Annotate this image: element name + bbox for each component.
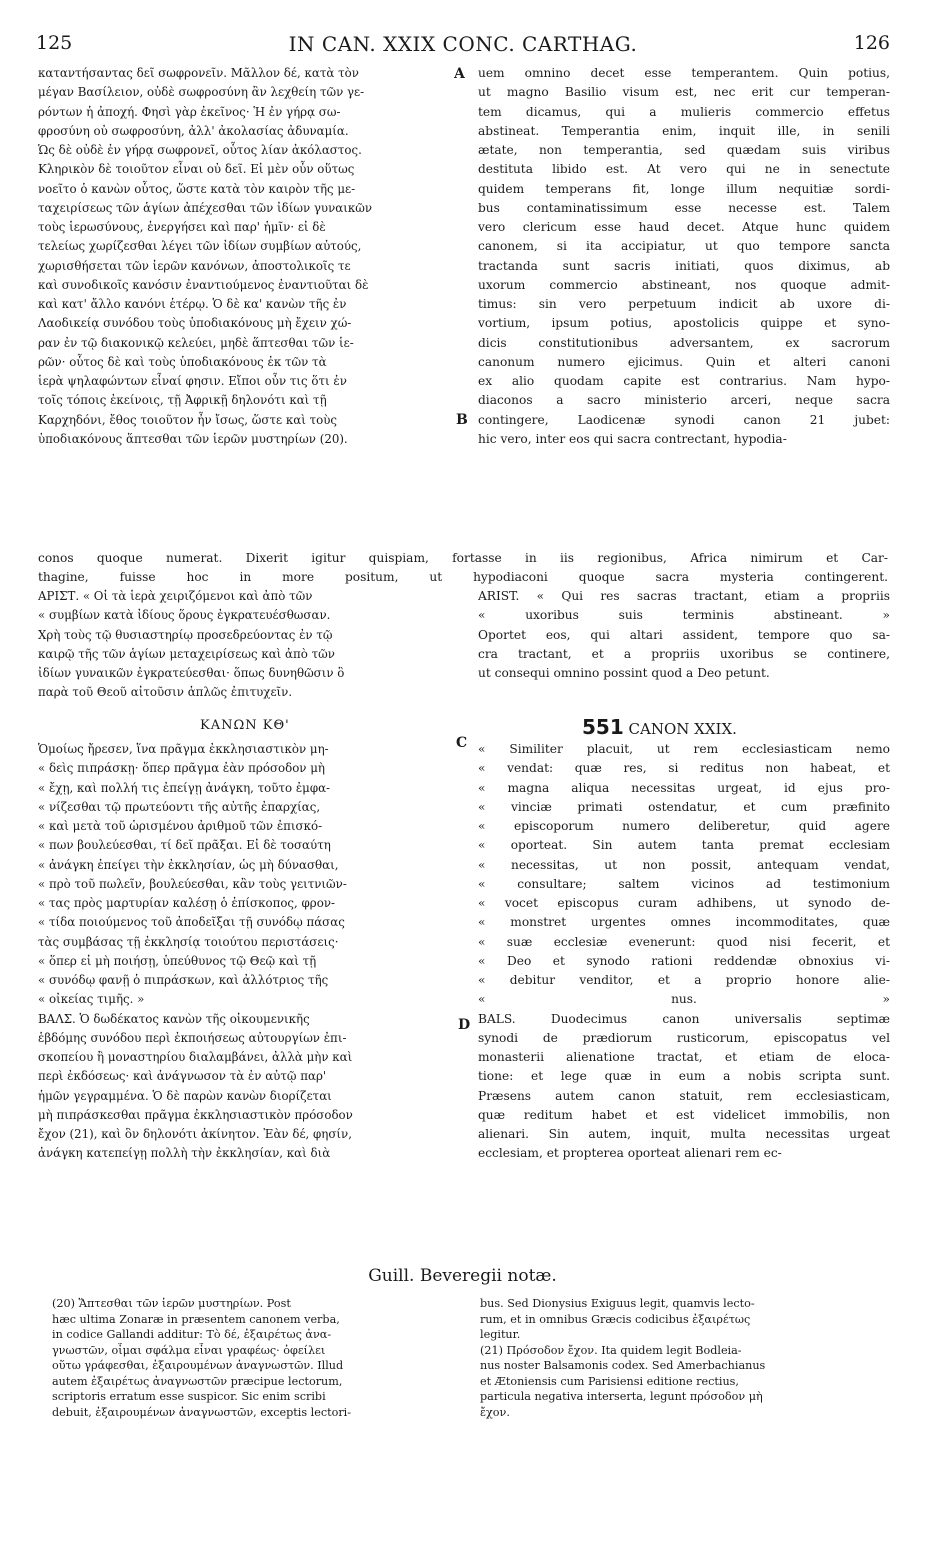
greek-text-line: καὶ συνοδικοῖς κανόσιν ἐναντιούμενος ἐναντιοῦται δὲ — [38, 277, 369, 292]
latin-text-line: vortium, ipsum potius, apostolicis quippe et syno- — [478, 316, 890, 331]
note-line: nus noster Balsamonis codex. Sed Amerbachianus — [480, 1359, 766, 1372]
note-line: γνωστῶν, οἶμαι σφάλμα εἶναι γραφέως· ὀφείλει — [52, 1343, 326, 1357]
latin-text-line: quidem temperans fit, longe illum nequitiæ sordi- — [478, 181, 890, 196]
latin-text-line: cra tractant, et a propriis uxoribus se continere, — [478, 646, 890, 661]
greek-text-line: Λαοδικείᾳ συνόδου τοὺς ὑποδιακόνους μὴ ἔχειν χώ- — [38, 316, 352, 331]
latin-text-line: uem omnino decet esse temperantem. Quin potius, — [478, 66, 890, 80]
latin-text-line: ut consequi omnino possint quod a Deo petunt. — [478, 666, 770, 680]
latin-text-line: conos quoque numerat. Dixerit igitur quispiam, fortasse in iis regionibus, Africa nimirum et Car- — [38, 551, 888, 565]
latin-text-line: dicis constitutionibus adversantem, ex sacrorum — [478, 335, 890, 350]
notes-left-column — [52, 1296, 462, 1420]
latin-text-line: tractanda sunt sacris initiati, quos diximus, ab — [478, 258, 890, 273]
note-line: debuit, ἐξαιρουμένων ἀναγνωστῶν, exceptis lectori- — [52, 1405, 352, 1419]
greek-text-line: περὶ ἐκδόσεως· καὶ ἀνάγνωσον τὰ ἐν αὐτῷ παρ' — [38, 1069, 327, 1084]
note-line: rum, et in omnibus Græcis codicibus ἐξαιρέτως — [480, 1312, 751, 1326]
margin-marker-c: C — [456, 735, 468, 751]
latin-text-line: « vocet episcopus curam adhibens, ut synodo de- — [478, 896, 890, 910]
greek-text-line: Χρὴ τοὺς τῷ θυσιαστηρίῳ προσεδρεύοντας ἐν τῷ — [38, 627, 333, 642]
greek-text-line: « πων βουλεύεσθαι, τί δεῖ πρᾶξαι. Εἰ δὲ τοσαύτη — [38, 838, 331, 853]
greek-text-line: ἔχον (21), καὶ ὃν δηλονότι ἀκίνητον. Ἐὰν δέ, φησίν, — [38, 1127, 352, 1141]
greek-text-line: νοεῖτο ὁ κανὼν οὗτος, ὥστε κατὰ τὸν καιρὸν τῆς με- — [38, 181, 356, 196]
latin-text-line: « oporteat. Sin autem tanta premat ecclesiam — [478, 838, 890, 853]
latin-text-line: ut magno Basilio visum est, nec erit cur temperan- — [478, 85, 890, 100]
greek-text-line: Ὁμοίως ἤρεσεν, ἵνα πρᾶγμα ἐκκλησιαστικὸν μη- — [38, 742, 329, 756]
latin-text-line: diaconos a sacro ministerio arceri, neque sacra — [478, 393, 890, 408]
greek-text-line: ρόντων ἡ ἀποχή. Φησὶ γὰρ ἐκεῖνος· Ἡ ἐν γήρᾳ σω- — [38, 104, 341, 119]
latin-text-line: « Deo et synodo rationi reddendæ obnoxius vi- — [478, 953, 890, 968]
latin-text-line: « debitur venditor, et a proprio honore alie- — [478, 973, 890, 987]
greek-text-line: μὴ πιπράσκεσθαι πρᾶγμα ἐκκλησιαστικὸν πρόσοδον — [38, 1107, 353, 1122]
note-line: (21) Πρόσοδον ἔχον. Ita quidem legit Bodleia- — [480, 1343, 742, 1357]
notes-title: Guill. Beveregii notæ. — [368, 1266, 557, 1286]
greek-text-line: « τίδα ποιούμενος τοῦ ἀποδεῖξαι τῇ συνόδῳ πάσας — [38, 915, 345, 930]
note-line: legitur. — [480, 1328, 521, 1341]
greek-text-line: ἑβδόμης συνόδου περὶ ἐκποιήσεως αὐτουργίων ἐπι- — [38, 1030, 347, 1045]
latin-text-line: ARIST. « Qui res sacras tractant, etiam a propriis — [478, 589, 890, 603]
greek-text-line: « τας πρὸς μαρτυρίαν καλέσῃ ὁ ἐπίσκοπος, φρον- — [38, 896, 335, 910]
margin-marker-b: B — [456, 412, 468, 428]
greek-canon-heading: ΚΑΝΩΝ ΚΘ' — [200, 718, 290, 733]
latin-text-line: « magna aliqua necessitas urgeat, id ejus pro- — [478, 780, 890, 795]
greek-text-line: τελείως χωρίζεσθαι λέγει τῶν ἰδίων συμβίων αὐτούς, — [38, 239, 362, 254]
greek-canon-text — [38, 740, 466, 1164]
greek-column-section1 — [38, 64, 466, 449]
latin-text-line: « nus. » — [478, 992, 890, 1007]
note-line: (20) Ἅπτεσθαι τῶν ἱερῶν μυστηρίων. Post — [52, 1297, 291, 1310]
latin-text-line: Oportet eos, qui altari assident, tempore quo sa- — [478, 627, 890, 642]
latin-text-line: « vinciæ primati ostendatur, et cum præfinito — [478, 799, 890, 814]
greek-text-line: ἰδίων γυναικῶν ἐγκρατεύεσθαι· ὅπως δυνηθῶσιν ὃ — [38, 666, 345, 680]
greek-text-line: παρὰ τοῦ Θεοῦ αἰτοῦσιν ἁπλῶς ἐπιτυχεῖν. — [38, 685, 293, 700]
latin-full-width-paragraph — [38, 549, 888, 588]
greek-text-line: « καὶ μετὰ τοῦ ὡρισμένου ἀριθμοῦ τῶν ἐπισκό- — [38, 819, 323, 833]
greek-text-line: ΒΑΛΣ. Ὁ δωδέκατος κανὼν τῆς οἰκουμενικῆς — [38, 1011, 310, 1026]
latin-text-line: abstineat. Temperantia enim, inquit ille, in senili — [478, 123, 890, 138]
latin-text-line: quæ reditum habet et est videlicet immobilis, non — [478, 1107, 890, 1122]
latin-text-line: alienari. Sin autem, inquit, multa necessitas urgeat — [478, 1127, 890, 1141]
latin-text-line: « vendat: quæ res, si reditus non habeat, et — [478, 761, 890, 776]
greek-text-line: καὶ κατ' ἄλλο κανόνι ἑτέρῳ. Ὁ δὲ κα' κανὼν τῆς ἐν — [38, 297, 347, 311]
greek-text-line: « συνόδῳ φανῇ ὁ πιπράσκων, καὶ ἀλλότριος τῆς — [38, 973, 329, 987]
latin-text-line: « uxoribus suis terminis abstineant. » — [478, 608, 890, 623]
greek-text-line: τὰς συμβάσας τῇ ἐκκλησίᾳ τοιούτου περιστάσεις· — [38, 934, 339, 949]
page-number-right: 126 — [853, 32, 890, 54]
note-line: autem ἐξαιρέτως ἀναγνωστῶν præcipue lectorum, — [52, 1374, 343, 1388]
latin-text-line: timus: sin vero perpetuum indicit ab uxore di- — [478, 297, 890, 311]
latin-text-line: uxorum commercio abstineant, nos quoque admit- — [478, 277, 890, 292]
latin-text-line: synodi de prædiorum rusticorum, episcopatus vel — [478, 1030, 890, 1045]
greek-text-line: σκοπείου ἢ μοναστηρίου διαλαμβάνει, ἀλλὰ μὴν καὶ — [38, 1050, 353, 1064]
note-line: bus. Sed Dionysius Exiguus legit, quamvis lecto- — [480, 1297, 755, 1310]
page-number-left: 125 — [36, 32, 73, 54]
greek-text-line: καταντήσαντας δεῖ σωφρονεῖν. Μᾶλλον δέ, κατὰ τὸν — [38, 66, 359, 80]
greek-text-line: ὑποδιακόνους ἅπτεσθαι τῶν ἱερῶν μυστηρίων (20). — [38, 431, 348, 446]
greek-text-line: τοὺς ἱερωσύνους, ἐνεργήσει καὶ παρ' ἡμῖν· εἰ δὲ — [38, 220, 326, 234]
latin-text-line: vero clericum esse haud decet. Atque hunc quidem — [478, 220, 890, 234]
latin-text-line: BALS. Duodecimus canon universalis septimæ — [478, 1011, 890, 1026]
greek-text-line: καιρῷ τῆς τῶν ἁγίων μεταχειρίσεως καὶ ἀπὸ τῶν — [38, 646, 335, 661]
latin-text-line: monasterii alienatione tractat, et etiam de eloca- — [478, 1050, 890, 1064]
note-line: in codice Gallandi additur: Τὸ δέ, ἐξαιρέτως ἀνα- — [52, 1328, 332, 1341]
margin-marker-a: A — [454, 66, 465, 82]
greek-text-line: « νίζεσθαι τῷ πρωτεύοντι τῆς αὐτῆς ἐπαρχίας, — [38, 799, 321, 814]
greek-aristenus-block — [38, 587, 466, 703]
latin-text-line: ætate, non temperantia, sed quædam suis viribus — [478, 143, 890, 157]
greek-text-line: ἱερὰ ψηλαφώντων εἶναί φησιν. Εἴποι οὖν τις ὅτι ἐν — [38, 374, 347, 388]
latin-text-line: « suæ ecclesiæ evenerunt: quod nisi fecerit, et — [478, 934, 890, 949]
greek-text-line: « οἰκείας τιμῆς. » — [38, 992, 145, 1007]
latin-canon-text — [478, 740, 890, 1164]
latin-text-line: destituta libido est. At vero qui ne in senectute — [478, 162, 890, 177]
latin-text-line: contingere, Laodicenæ synodi canon 21 jubet: — [478, 412, 890, 427]
greek-text-line: Ὡς δὲ οὐδὲ ἐν γήρᾳ σωφρονεῖ, οὗτος λίαν ἀκόλαστος. — [38, 143, 362, 157]
note-line: et Ætoniensis cum Parisiensi editione rectius, — [480, 1374, 739, 1388]
latin-text-line: « necessitas, ut non possit, antequam vendat, — [478, 857, 890, 872]
latin-text-line: ex alio quodam capite est contrarius. Nam hypo- — [478, 374, 890, 388]
greek-text-line: χωρισθήσεται τῶν ἱερῶν κανόνων, ἀποστολικοῖς τε — [38, 258, 351, 273]
latin-text-line: ecclesiam, et propterea oporteat alienari rem ec- — [478, 1146, 782, 1161]
latin-text-line: bus contaminatissimum esse necesse est. Talem — [478, 200, 890, 215]
latin-text-line: hic vero, inter eos qui sacra contrectant, hypodia- — [478, 431, 787, 446]
latin-text-line: « episcoporum numero deliberetur, quid agere — [478, 819, 890, 833]
note-line: οὕτω γράφεσθαι, ἐξαιρουμένων ἀναγνωστῶν. Illud — [52, 1359, 344, 1372]
greek-text-line: « ἔχῃ, καὶ πολλή τις ἐπείγῃ ἀνάγκη, τοῦτο ἐμφα- — [38, 780, 331, 795]
latin-column-section1 — [478, 64, 890, 449]
note-line: ἔχον. — [480, 1405, 510, 1419]
greek-text-line: Κληρικὸν δὲ τοιοῦτον εἶναι οὐ δεῖ. Εἰ μὲν οὖν οὕτως — [38, 162, 355, 177]
latin-text-line: tione: et lege quæ in eum a nobis scripta sunt. — [478, 1069, 890, 1084]
greek-text-line: φροσύνη οὐ σωφροσύνη, ἀλλ' ἀκολασίας ἀδυναμία. — [38, 123, 349, 138]
note-line: hæc ultima Zonaræ in præsentem canonem verba, — [52, 1312, 340, 1326]
greek-text-line: ταχειρίσεως τῶν ἁγίων ἀπέχεσθαι τῶν ἰδίων γυναικῶν — [38, 200, 373, 215]
running-title: IN CAN. XXIX CONC. CARTHAG. — [288, 32, 638, 56]
latin-text-line: thagine, fuisse hoc in more positum, ut hypodiaconi quoque sacra mysteria contingerent. — [38, 570, 888, 585]
greek-text-line: ρῶν· οὗτος δὲ καὶ τοὺς ὑποδιακόνους ἐκ τῶν τὰ — [38, 354, 327, 369]
greek-text-line: τοῖς τόποις ἐκείνοις, τῇ Ἀφρικῇ δηλονότι καὶ τῇ — [38, 393, 327, 408]
latin-text-line: Præsens autem canon statuit, rem ecclesiasticam, — [478, 1088, 890, 1103]
column-number: 551 — [582, 715, 624, 739]
greek-text-line: ΑΡΙΣΤ. « Οἱ τὰ ἱερὰ χειριζόμενοι καὶ ἀπὸ τῶν — [38, 589, 313, 603]
latin-canon-title: CANON XXIX. — [628, 720, 737, 738]
latin-text-line: canonum numero ejicimus. Quin et alteri canoni — [478, 354, 890, 369]
latin-aristenus-block — [478, 587, 890, 683]
greek-text-line: « ὅπερ εἰ μὴ ποιήσῃ, ὑπεύθυνος τῷ Θεῷ καὶ τῇ — [38, 953, 317, 968]
latin-text-line: tem dicamus, qui a mulieris commercio effetus — [478, 104, 890, 119]
greek-text-line: ραν ἐν τῷ διακονικῷ κελεύει, μηδὲ ἅπτεσθαι τῶν ἱε- — [38, 335, 354, 350]
greek-text-line: Καρχηδόνι, ἔθος τοιοῦτον ἦν ἴσως, ὥστε καὶ τοὺς — [38, 412, 337, 427]
greek-text-line: « ἀνάγκη ἐπείγει τὴν ἐκκλησίαν, ὡς μὴ δύνασθαι, — [38, 857, 339, 872]
greek-text-line: « συμβίων κατὰ ἰδίους ὅρους ἐγκρατευέσθωσαν. — [38, 608, 331, 623]
greek-text-line: μέγαν Βασίλειον, οὐδὲ σωφροσύνη ἂν λεχθείη τῶν γε- — [38, 85, 365, 100]
latin-text-line: canonem, si ita accipiatur, ut quo tempore sancta — [478, 239, 890, 254]
greek-text-line: « δεὶς πιπράσκῃ· ὅπερ πρᾶγμα ἐὰν πρόσοδον μὴ — [38, 761, 325, 776]
latin-text-line: « monstret urgentes omnes incommoditates, quæ — [478, 915, 890, 930]
note-line: particula negativa interserta, legunt πρόσοδον μὴ — [480, 1390, 763, 1403]
margin-marker-d: D — [458, 1017, 471, 1033]
note-line: scriptoris erratum esse suspicor. Sic enim scribi — [52, 1390, 326, 1403]
running-header — [36, 30, 890, 64]
latin-text-line: « Similiter placuit, ut rem ecclesiasticam nemo — [478, 742, 890, 756]
greek-text-line: ἡμῶν γεγραμμένα. Ὁ δὲ παρὼν κανὼν διορίζεται — [38, 1088, 332, 1103]
notes-right-column — [480, 1296, 892, 1420]
greek-text-line: « πρὸ τοῦ πωλεῖν, βουλεύεσθαι, κἂν τοὺς γειτνιῶν- — [38, 876, 347, 891]
latin-text-line: « consultare; saltem vicinos ad testimonium — [478, 876, 890, 891]
greek-text-line: ἀνάγκη κατεπείγῃ πολλὴ τὴν ἐκκλησίαν, καὶ διὰ — [38, 1146, 331, 1161]
latin-canon-heading — [582, 715, 737, 739]
